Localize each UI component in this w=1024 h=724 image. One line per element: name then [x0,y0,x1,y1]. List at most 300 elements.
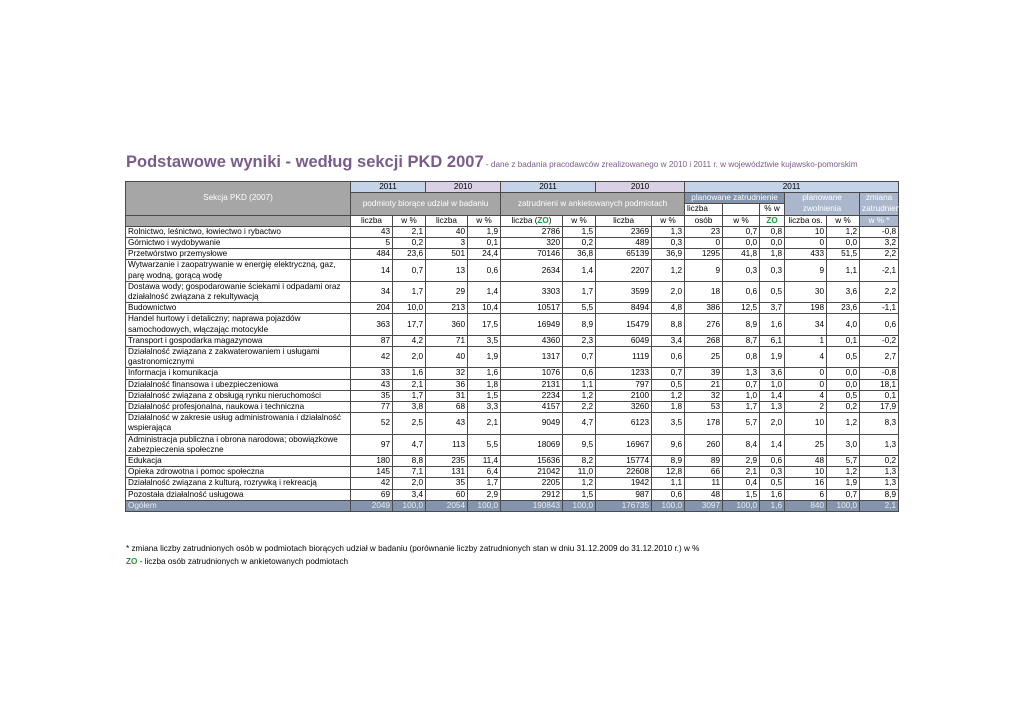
row-value: 1,6 [760,500,785,511]
row-value: 66 [685,467,723,478]
row-value: 0,3 [723,260,760,281]
row-value: 1,9 [760,347,785,368]
table-total-row [126,500,899,511]
row-value: 40 [426,226,468,237]
zo-marker: ZO [126,556,138,566]
row-value: 235 [426,456,468,467]
row-value: 987 [596,489,652,500]
header-osob: osób [685,215,723,226]
row-value: 0 [685,238,723,249]
header-row-columns [126,215,899,226]
row-value: 1,1 [563,379,596,390]
row-value: 0,8 [760,226,785,237]
row-value: 0,7 [723,226,760,237]
row-value: 5,5 [563,303,596,314]
row-value: 178 [685,413,723,434]
row-value: 2,5 [393,413,426,434]
row-value: 1,2 [827,413,860,434]
row-value: 3599 [596,281,652,302]
row-value: 36,9 [652,249,685,260]
row-value: 15774 [596,456,652,467]
row-value: 0,0 [723,238,760,249]
row-value: 48 [685,489,723,500]
row-section-name: Dostawa wody; gospodarowanie ściekami i odpadami oraz działalność związana z rekultywacją [126,281,351,302]
row-value: 3,4 [652,335,685,346]
header-wp-zo-bottom: ZO [760,215,785,226]
row-value: 1,7 [393,390,426,401]
row-section-name: Administracja publiczna i obrona narodowa; obowiązkowe zabezpieczenia społeczne [126,434,351,455]
row-value: 1119 [596,347,652,368]
row-value: 180 [351,456,393,467]
row-value: 145 [351,467,393,478]
row-value: 501 [426,249,468,260]
row-value: 4,7 [393,434,426,455]
row-value: 23 [685,226,723,237]
row-value: 0,6 [652,347,685,368]
row-value: 2,0 [393,478,426,489]
row-value: 35 [426,478,468,489]
row-value: 2205 [501,478,563,489]
row-value: 3,5 [468,335,501,346]
row-value: 6049 [596,335,652,346]
row-value: 71 [426,335,468,346]
row-value: 2 [785,402,827,413]
row-value: 17,7 [393,314,426,335]
row-value: 68 [426,402,468,413]
row-value: 1,9 [468,347,501,368]
row-value: 0,1 [468,238,501,249]
header-wp-5: w % [723,215,760,226]
row-section-name: Ogółem [126,500,351,511]
row-value: 16967 [596,434,652,455]
row-value: 8494 [596,303,652,314]
row-section-name: Działalność finansowa i ubezpieczeniowa [126,379,351,390]
row-value: 52 [351,413,393,434]
table-row [126,379,899,390]
row-value: 100,0 [393,500,426,511]
header-liczba-zo: liczba (ZO) [501,215,563,226]
row-value: 24,4 [468,249,501,260]
row-value: 8,9 [723,314,760,335]
row-value: 4,7 [563,413,596,434]
row-section-name: Transport i gospodarka magazynowa [126,335,351,346]
row-value: 10 [785,467,827,478]
header-wp-1: w % [393,215,426,226]
row-value: 268 [685,335,723,346]
row-value: 2,1 [393,226,426,237]
table-row [126,413,899,434]
row-value: 213 [426,303,468,314]
row-value: 97 [351,434,393,455]
header-liczba-5: liczba [685,204,723,215]
row-value: 0,6 [468,260,501,281]
row-value: 14 [351,260,393,281]
row-value: 1 [785,335,827,346]
row-value: 16949 [501,314,563,335]
row-value: 0,3 [652,238,685,249]
row-value: 0 [785,368,827,379]
row-value: 9 [785,260,827,281]
row-value: 1317 [501,347,563,368]
table-row [126,467,899,478]
row-value: 89 [685,456,723,467]
row-value: 2,9 [468,489,501,500]
row-value: 0,0 [827,238,860,249]
title-main: Podstawowe wyniki - według sekcji PKD 2007 [126,153,484,171]
title-subtitle: - dane z badania pracodawców zrealizowanego w 2010 i 2011 r. w województwie kujawsko-pomorskim [483,160,858,169]
row-value: 100,0 [563,500,596,511]
row-value: 8,8 [652,314,685,335]
header-liczba-4: liczba [596,215,652,226]
row-value: 1076 [501,368,563,379]
row-value: 36,8 [563,249,596,260]
row-value: 3,8 [393,402,426,413]
row-value: 489 [596,238,652,249]
row-value: 2,1 [393,379,426,390]
row-value: 2131 [501,379,563,390]
row-value: 4 [785,390,827,401]
footnote-zmiana: * zmiana liczby zatrudnionych osób w podmiotach biorących udział w badaniu (porównanie liczby zatrudnionych stan w dniu 31.12.2009 do 31.12.2010 r.) w % [126,544,700,553]
row-section-name: Wytwarzanie i zaopatrywanie w energię elektryczną, gaz, parę wodną, gorącą wodę [126,260,351,281]
row-value: 6 [785,489,827,500]
header-liczba-2: liczba [426,215,468,226]
row-value: 1,6 [760,314,785,335]
row-value: 1,5 [723,489,760,500]
row-value: 4360 [501,335,563,346]
row-value: 2,1 [860,500,899,511]
row-value: 42 [351,478,393,489]
table-row [126,226,899,237]
row-value: 1,2 [563,478,596,489]
row-value: 1233 [596,368,652,379]
row-value: 4,0 [827,314,860,335]
row-section-name: Działalność związana z obsługą rynku nieruchomości [126,390,351,401]
row-value: 22608 [596,467,652,478]
header-planowane-zatrudnienie: planowane zatrudnienie [685,193,785,204]
row-section-name: Edukacja [126,456,351,467]
row-value: 10,4 [468,303,501,314]
row-value: 2,0 [652,281,685,302]
row-value: 9,6 [652,434,685,455]
row-value: 2786 [501,226,563,237]
row-value: 0,2 [393,238,426,249]
row-value: 1,5 [563,489,596,500]
row-value: 1,6 [760,489,785,500]
table-row [126,249,899,260]
header-section: Sekcja PKD (2007) [126,182,351,216]
table-row [126,489,899,500]
row-value: 0,5 [760,281,785,302]
table-row [126,368,899,379]
row-value: 0,5 [827,347,860,368]
row-value: 4,8 [652,303,685,314]
row-value: 260 [685,434,723,455]
row-value: 1,8 [468,379,501,390]
row-value: 18069 [501,434,563,455]
row-section-name: Górnictwo i wydobywanie [126,238,351,249]
row-value: 1,6 [393,368,426,379]
row-value: 12,5 [723,303,760,314]
row-section-name: Przetwórstwo przemysłowe [126,249,351,260]
row-value: 3097 [685,500,723,511]
row-value: 8,4 [723,434,760,455]
row-value: 34 [785,314,827,335]
row-value: 43 [351,226,393,237]
row-value: 10 [785,413,827,434]
header-row-years [126,182,899,193]
row-value: 3,4 [393,489,426,500]
row-value: 17,9 [860,402,899,413]
row-value: 484 [351,249,393,260]
row-value: 433 [785,249,827,260]
row-value: 0,7 [723,379,760,390]
row-value: 70146 [501,249,563,260]
row-section-name: Informacja i komunikacja [126,368,351,379]
row-value: 100,0 [723,500,760,511]
row-value: 1,2 [827,226,860,237]
row-value: 23,6 [827,303,860,314]
row-value: 2100 [596,390,652,401]
row-value: 0,6 [723,281,760,302]
row-value: 1,1 [827,260,860,281]
table-body [126,226,899,511]
row-value: 21 [685,379,723,390]
row-value: 0,1 [827,335,860,346]
table-row [126,347,899,368]
footnotes [126,543,699,568]
header-liczba-1: liczba [351,215,393,226]
row-value: 0,7 [393,260,426,281]
row-value: 25 [685,347,723,368]
row-value: -0,8 [860,368,899,379]
row-value: 18 [685,281,723,302]
row-value: 51,5 [827,249,860,260]
row-value: 35 [351,390,393,401]
row-value: 113 [426,434,468,455]
row-section-name: Działalność w zakresie usług administrowania i działalność wspierająca [126,413,351,434]
row-value: 43 [351,379,393,390]
table-row [126,402,899,413]
row-value: 1,1 [652,478,685,489]
row-value: 0,5 [652,379,685,390]
row-value: 65139 [596,249,652,260]
header-year-2011-b: 2011 [501,182,596,193]
row-value: 2,7 [860,347,899,368]
row-value: 1,3 [652,226,685,237]
row-value: 1,5 [563,226,596,237]
row-value: 7,1 [393,467,426,478]
row-value: 1,3 [723,368,760,379]
row-value: 3,7 [760,303,785,314]
row-value: -0,2 [860,335,899,346]
row-value: 190843 [501,500,563,511]
row-value: 100,0 [468,500,501,511]
row-value: 1,7 [393,281,426,302]
row-value: 6,1 [760,335,785,346]
row-value: 1,7 [723,402,760,413]
row-value: 363 [351,314,393,335]
row-value: 2,0 [760,413,785,434]
row-value: 0,0 [827,368,860,379]
row-value: 0,4 [723,478,760,489]
row-value: 176735 [596,500,652,511]
row-value: 0,0 [760,238,785,249]
row-value: 48 [785,456,827,467]
row-value: 43 [426,413,468,434]
row-value: 2054 [426,500,468,511]
row-section-name: Opieka zdrowotna i pomoc społeczna [126,467,351,478]
row-value: 25 [785,434,827,455]
row-value: 10 [785,226,827,237]
row-value: 320 [501,238,563,249]
page-title [126,153,858,172]
row-value: 10517 [501,303,563,314]
row-value: 1,0 [723,390,760,401]
row-value: 3303 [501,281,563,302]
header-wp-2: w % [468,215,501,226]
row-value: -0,8 [860,226,899,237]
row-section-name: Działalność profesjonalna, naukowa i techniczna [126,402,351,413]
row-value: 40 [426,347,468,368]
table-row [126,434,899,455]
row-value: 2,1 [723,467,760,478]
row-value: 8,8 [393,456,426,467]
row-value: 2,3 [563,335,596,346]
row-value: 1,8 [760,249,785,260]
row-value: 0,2 [860,456,899,467]
row-value: 2207 [596,260,652,281]
row-value: 3,3 [468,402,501,413]
header-year-2010-a: 2010 [426,182,501,193]
row-value: 6,4 [468,467,501,478]
row-value: 1295 [685,249,723,260]
header-year-2010-b: 2010 [596,182,685,193]
row-value: 6123 [596,413,652,434]
table-row [126,478,899,489]
row-value: 39 [685,368,723,379]
row-value: 8,9 [652,456,685,467]
row-value: 8,3 [860,413,899,434]
row-value: 3,6 [760,368,785,379]
row-value: 4,2 [393,335,426,346]
row-value: 2234 [501,390,563,401]
row-value: 5,7 [723,413,760,434]
row-value: 0,5 [827,390,860,401]
row-value: 0,7 [563,347,596,368]
row-value: 4157 [501,402,563,413]
row-value: 0,7 [827,489,860,500]
header-planowane-zwolnienia: planowane zwolnienia [785,193,860,215]
footnote-zo: ZO - liczba osób zatrudnionych w ankietowanych podmiotach [126,556,349,566]
table-row [126,456,899,467]
row-value: 1,9 [827,478,860,489]
row-value: 0,2 [563,238,596,249]
row-value: 13 [426,260,468,281]
row-value: 276 [685,314,723,335]
row-value: 198 [785,303,827,314]
row-value: 0,6 [652,489,685,500]
row-value: 1,4 [760,434,785,455]
row-value: 23,6 [393,249,426,260]
row-value: 1,0 [760,379,785,390]
row-value: 1,7 [468,478,501,489]
row-value: 2,2 [860,249,899,260]
row-value: 15636 [501,456,563,467]
row-value: 0 [785,379,827,390]
row-value: 1,9 [468,226,501,237]
row-value: 2049 [351,500,393,511]
row-value: 4 [785,347,827,368]
row-value: 8,2 [563,456,596,467]
table-row [126,281,899,302]
row-value: 29 [426,281,468,302]
header-liczba-os: liczba os. [785,215,827,226]
row-value: 1,2 [827,467,860,478]
header-zmiana-zatrudnienia: zmiana zatrudnienia [860,193,899,215]
row-value: 0,6 [760,456,785,467]
row-value: 3,2 [860,238,899,249]
header-wp-4: w % [652,215,685,226]
table-row [126,238,899,249]
row-value: 9 [685,260,723,281]
row-value: 0,6 [563,368,596,379]
row-value: 0,3 [760,260,785,281]
row-value: 1,2 [652,260,685,281]
row-value: 2,9 [723,456,760,467]
row-value: 0,6 [860,314,899,335]
row-value: 2369 [596,226,652,237]
row-value: 1,3 [860,467,899,478]
row-value: 386 [685,303,723,314]
row-value: 17,5 [468,314,501,335]
row-value: 18,1 [860,379,899,390]
row-value: 53 [685,402,723,413]
header-year-2011-c: 2011 [685,182,899,193]
table-row [126,260,899,281]
header-podmioty: podmioty biorące udział w badaniu [351,193,501,215]
row-value: 36 [426,379,468,390]
row-value: 1,6 [468,368,501,379]
row-value: 21042 [501,467,563,478]
row-value: 2,2 [563,402,596,413]
row-section-name: Działalność związana z zakwaterowaniem i usługami gastronomicznymi [126,347,351,368]
row-value: 1,2 [652,390,685,401]
row-value: 1,3 [760,402,785,413]
row-value: 1,8 [652,402,685,413]
row-section-name: Budownictwo [126,303,351,314]
row-value: 1,2 [563,390,596,401]
row-value: 1,4 [760,390,785,401]
row-value: 77 [351,402,393,413]
row-value: 5 [351,238,393,249]
row-value: 3260 [596,402,652,413]
row-value: 30 [785,281,827,302]
row-value: 1,4 [468,281,501,302]
row-value: 33 [351,368,393,379]
row-value: 0 [785,238,827,249]
row-value: 0,0 [827,379,860,390]
row-value: 11 [685,478,723,489]
row-section-name: Działalność związana z kulturą, rozrywką i rekreacją [126,478,351,489]
row-value: 32 [426,368,468,379]
row-value: 11,4 [468,456,501,467]
row-value: 9049 [501,413,563,434]
row-value: 100,0 [652,500,685,511]
row-value: 8,9 [563,314,596,335]
row-value: 16 [785,478,827,489]
row-value: 9,5 [563,434,596,455]
row-value: 5,5 [468,434,501,455]
